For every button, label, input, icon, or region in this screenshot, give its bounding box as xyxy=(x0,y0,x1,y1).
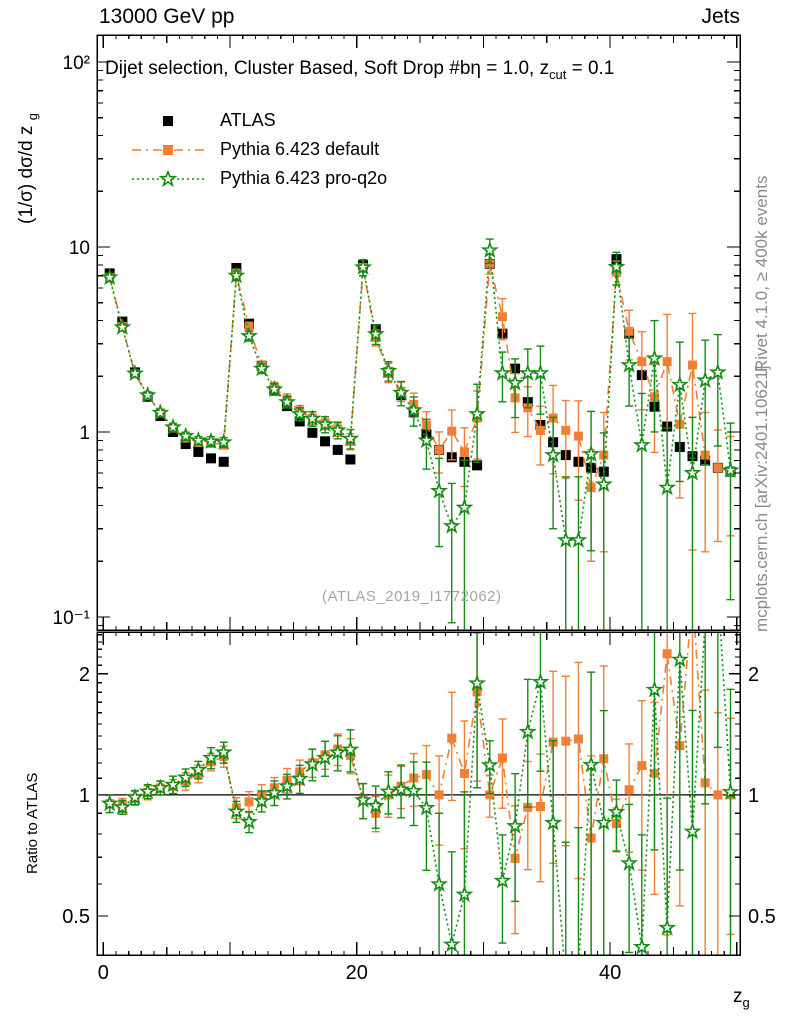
legend-row-atlas xyxy=(130,106,387,135)
selection-title: Dijet selection, Cluster Based, Soft Drop #bη = 1.0, $z_{cut} = 0.1$ xyxy=(105,58,615,82)
svg-text:1: 1 xyxy=(78,784,90,807)
svg-text:2: 2 xyxy=(78,663,90,686)
y-axis-label: (1/σ) dσ/d z $_g$ xyxy=(16,113,40,224)
legend-label-atlas: ATLAS xyxy=(220,110,276,130)
svg-text:10²: 10² xyxy=(62,53,90,75)
svg-text:1: 1 xyxy=(79,422,90,444)
rivet-version-text: Rivet 4.1.0, ≥ 400k events xyxy=(752,175,771,372)
legend-row-pythia-proq2o xyxy=(130,164,387,193)
svg-text:0.5: 0.5 xyxy=(62,906,90,929)
analysis-id-watermark: (ATLAS_2019_I1772062) xyxy=(322,588,502,605)
pythia-default-marker-icon xyxy=(130,142,206,158)
svg-text:2: 2 xyxy=(748,663,760,686)
svg-text:20: 20 xyxy=(345,962,368,984)
svg-text:0.5: 0.5 xyxy=(748,906,776,929)
beam-energy-title: 13000 GeV pp xyxy=(99,5,235,28)
legend xyxy=(130,106,387,193)
svg-text:40: 40 xyxy=(599,962,622,984)
svg-text:10: 10 xyxy=(68,238,90,260)
pythia-proq2o-marker-icon xyxy=(130,171,206,187)
atlas-marker-icon xyxy=(130,113,206,129)
legend-label-pythia-proq2o: Pythia 6.423 pro-q2o xyxy=(220,168,388,188)
legend-label-pythia-default: Pythia 6.423 default xyxy=(220,139,380,159)
analysis-group-title: Jets xyxy=(701,5,740,28)
svg-text:0: 0 xyxy=(97,962,109,984)
svg-text:10⁻¹: 10⁻¹ xyxy=(52,607,90,629)
ratio-axis-label: Ratio to ATLAS xyxy=(24,772,41,874)
x-axis-label: $z_g$ xyxy=(733,986,750,1010)
mcplots-reference-text: mcplots.cern.ch [arXiv:2401.10621] xyxy=(752,365,771,632)
legend-row-pythia-default xyxy=(130,135,387,164)
svg-text:1: 1 xyxy=(748,784,760,807)
